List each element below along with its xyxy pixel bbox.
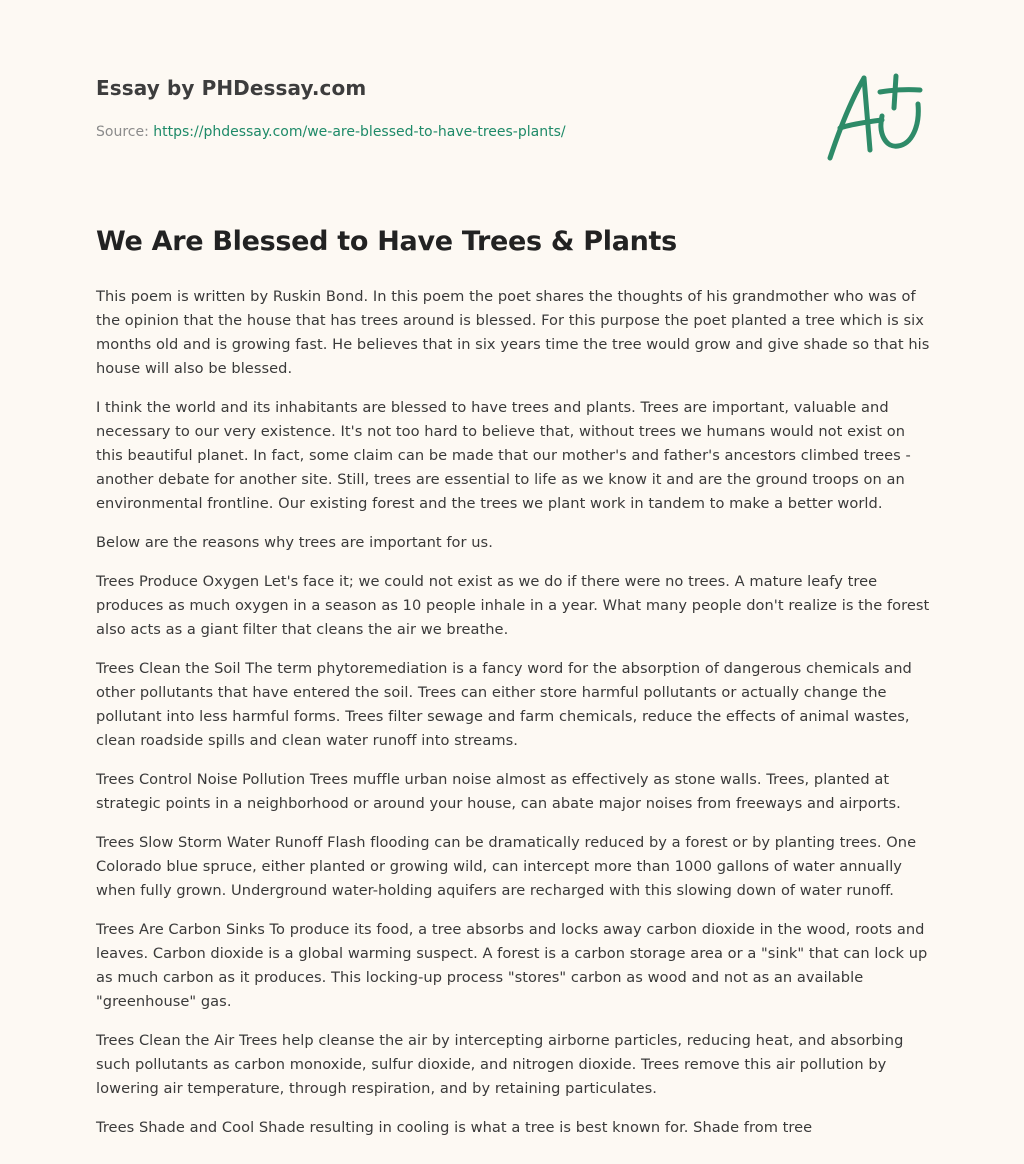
paragraph: Trees Are Carbon Sinks To produce its food, a tree absorbs and locks away carbon dioxide in the wood, roots and leaves. Carbon dioxide is a global warming suspect. A forest is a carbon storage area or a "sink" that can lock up as much carbon as it produces. This locking-up process "stores" carbon as wood and not as an available "greenhouse" gas. <box>96 921 928 1010</box>
paragraph: Trees Slow Storm Water Runoff Flash flooding can be dramatically reduced by a forest or by planting trees. One Colorado blue spruce, either planted or growing wild, can intercept more than 1000 gallons of water annually when fully grown. Underground water-holding aquifers are recharged with this slowing down of water runoff. <box>96 834 917 899</box>
essay-title: We Are Blessed to Have Trees & Plants <box>96 226 677 257</box>
paragraph: Trees Produce Oxygen Let's face it; we could not exist as we do if there were no trees. A mature leafy tree produces as much oxygen in a season as 10 people inhale in a year. What many people don't realize is the forest also acts as a giant filter that cleans the air we breathe. <box>96 573 930 638</box>
source-label: Source: <box>96 124 154 140</box>
paragraph: This poem is written by Ruskin Bond. In this poem the poet shares the thoughts of his grandmother who was of the opinion that the house that has trees around is blessed. For this purpose the poet planted a tree which is six months old and is growing fast. He believes that in six years time the tree would grow and give shade so that his house will also be blessed. <box>96 288 930 377</box>
paragraph: Below are the reasons why trees are important for us. <box>96 534 493 551</box>
page-header <box>96 76 796 140</box>
paragraph: Trees Clean the Air Trees help cleanse the air by intercepting airborne particles, reducing heat, and absorbing such pollutants as carbon monoxide, sulfur dioxide, and nitrogen dioxide. Trees remove this air pollution by lowering air temperature, through respiration, and by retaining particulates. <box>96 1032 904 1097</box>
brand-title: Essay by PHDessay.com <box>96 76 367 100</box>
paragraph: Trees Control Noise Pollution Trees muffle urban noise almost as effectively as stone walls. Trees, planted at strategic points in a neighborhood or around your house, can abate major noises from freeways and airports. <box>96 771 901 812</box>
source-line <box>96 124 566 140</box>
paragraph: Trees Clean the Soil The term phytoremediation is a fancy word for the absorption of dangerous chemicals and other pollutants that have entered the soil. Trees can either store harmful pollutants or actually change the pollutant into less harmful forms. Trees filter sewage and farm chemicals, reduce the effects of animal wastes, clean roadside spills and clean water runoff into streams. <box>96 660 912 749</box>
source-link[interactable]: https://phdessay.com/we-are-blessed-to-have-trees-plants/ <box>153 124 566 140</box>
paragraph: Trees Shade and Cool Shade resulting in cooling is what a tree is best known for. Shade from tree <box>96 1119 813 1136</box>
a-plus-logo-icon <box>822 68 928 164</box>
essay-body <box>96 285 932 1155</box>
paragraph: I think the world and its inhabitants are blessed to have trees and plants. Trees are important, valuable and necessary to our very existence. It's not too hard to believe that, without trees we humans would not exist on this beautiful planet. In fact, some claim can be made that our mother's and father's ancestors climbed trees - another debate for another site. Still, trees are essential to life as we know it and are the ground troops on an environmental frontline. Our existing forest and the trees we plant work in tandem to make a better world. <box>96 399 911 512</box>
